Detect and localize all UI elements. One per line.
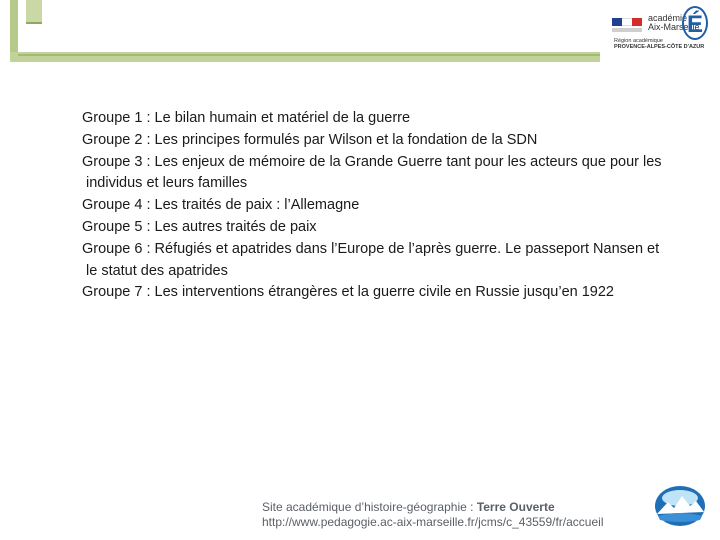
academie-line-2: Aix-Marseille [648,22,700,32]
flag-caption-bar [612,28,642,32]
academie-logo [612,6,712,54]
decorative-small-bar [26,0,42,22]
footer-url[interactable]: http://www.pedagogie.ac-aix-marseille.fr/jcms/c_43559/fr/accueil [262,515,604,529]
region-line-1: Région académique [614,38,663,44]
group-6-continuation: le statut des apatrides [86,262,228,279]
region-label [614,38,704,50]
academie-e-icon: É [682,6,708,40]
group-item-3 [82,152,720,196]
group-item-5 [82,217,720,239]
footer-credit [262,500,603,530]
flag-blue [612,18,622,26]
group-4-text: Groupe 4 : Les traités de paix : l’Allemagne [82,197,360,214]
group-5-text: Groupe 5 : Les autres traités de paix [82,218,317,235]
group-item-1 [82,108,720,130]
group-3-text: Groupe 3 : Les enjeux de mémoire de la Grande Guerre tant pour les acteurs que pour les [82,153,662,170]
flag-white [622,18,632,26]
decorative-small-line [26,22,42,24]
group-item-4 [82,195,720,217]
group-list [82,108,720,304]
group-item-2 [82,130,720,152]
group-item-6 [82,239,720,283]
footer-site-prefix: Site académique d’histoire-géographie : [262,500,477,514]
decorative-horizontal-line [18,54,600,56]
academie-line-1: académie [648,13,688,23]
group-1-text: Groupe 1 : Le bilan humain et matériel de la guerre [82,110,411,126]
group-2-text: Groupe 2 : Les principes formulés par Wilson et la fondation de la SDN [82,131,538,148]
flag-red [632,18,642,26]
group-item-7 [82,282,720,304]
terre-ouverte-logo-icon [652,484,708,528]
french-flag-icon [612,18,642,26]
group-3-continuation: individus et leurs familles [86,175,248,192]
footer-site-line [262,500,603,515]
group-6-text: Groupe 6 : Réfugiés et apatrides dans l’Europe de l’après guerre. Le passeport Nansen et [82,240,660,257]
region-line-2: PROVENCE-ALPES-CÔTE D'AZUR [614,44,705,50]
footer-site-name: Terre Ouverte [476,500,555,514]
group-7-text: Groupe 7 : Les interventions étrangères et la guerre civile en Russie jusqu’en 1922 [82,284,614,301]
